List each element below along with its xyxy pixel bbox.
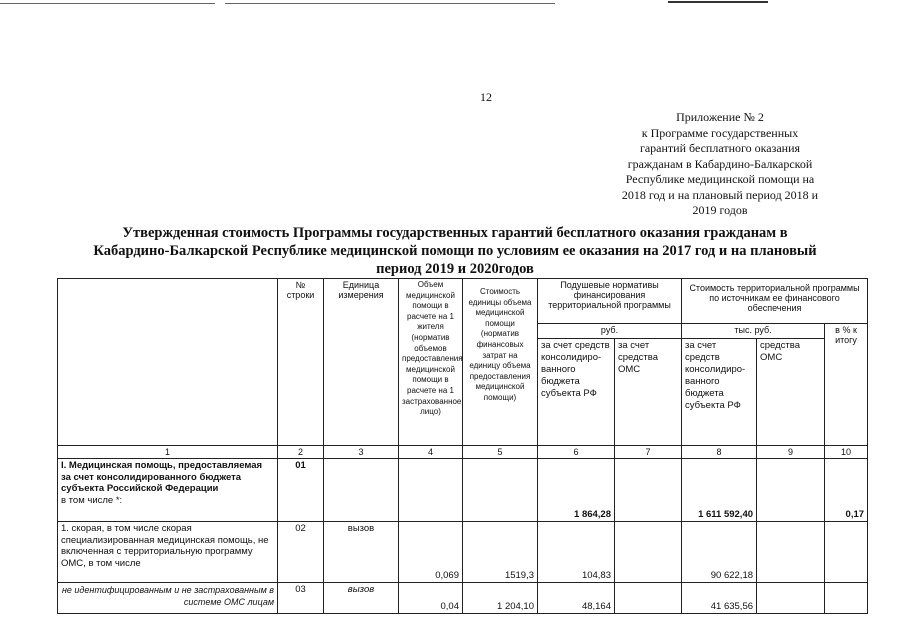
- cost-table: [57, 278, 868, 614]
- header-territorial-cost: Стоимость территориальной программы по источникам ее финансового обеспечения: [682, 279, 868, 324]
- row-name-text: I. Медицинская помощь, предоставляемая за счет консолидированного бюджета субъекта Российской Федерации: [61, 460, 263, 494]
- title-line: Утвержденная стоимость Программы государственных гарантий бесплатного оказания гражданам в: [122, 225, 788, 241]
- header-volume: Объем медицинской помощи в расчете на 1 жителя (норматив объемов предоставления медицинской помощи в расчете на 1 застрахованное лицо): [399, 279, 463, 446]
- row-total-oms: [757, 522, 825, 583]
- row-total-oms: [757, 459, 825, 522]
- row-percent: [825, 522, 868, 583]
- appendix-line: гарантий бесплатного оказания: [639, 141, 801, 155]
- appendix-line: Приложение № 2: [676, 110, 764, 124]
- page-number: 12: [480, 90, 492, 104]
- title-line: период 2019 и 2020годов: [376, 261, 534, 277]
- row-total-budget: 41 635,56: [682, 583, 757, 614]
- row-unit-cost: 1 204,10: [463, 583, 538, 614]
- row-unit: [324, 459, 399, 522]
- header-budget-funds: за счет средств консолидиро-ванного бюджета субъекта РФ: [538, 339, 615, 446]
- row-per-capita-oms: [615, 522, 682, 583]
- table-row: [58, 583, 868, 614]
- appendix-line: гражданам в Кабардино-Балкарской: [627, 156, 813, 171]
- title-line: Кабардино-Балкарской Республике медицинской помощи по условиям ее оказания на 2017 год и на плановый: [93, 243, 817, 259]
- column-number: 9: [757, 446, 825, 459]
- row-percent: [825, 583, 868, 614]
- header-rub: руб.: [538, 324, 682, 339]
- row-unit-cost: [463, 459, 538, 522]
- row-total-budget: 1 611 592,40: [682, 459, 757, 522]
- appendix-line: 2019 годов: [692, 203, 748, 217]
- appendix-line: к Программе государственных: [641, 125, 799, 140]
- column-number: 1: [58, 446, 278, 459]
- table-row: [58, 522, 868, 583]
- appendix-line: 2018 год и на плановый период 2018 и: [621, 187, 819, 202]
- column-number: 2: [278, 446, 324, 459]
- row-name-suffix: в том числе *:: [61, 494, 123, 506]
- row-total-oms: [757, 583, 825, 614]
- row-per-capita-budget: 104,83: [538, 522, 615, 583]
- header-budget-funds-total: за счет средств консолидиро-ванного бюджета субъекта РФ: [682, 339, 757, 446]
- header-row-number: № строки: [278, 279, 324, 446]
- row-per-capita-budget: 48,164: [538, 583, 615, 614]
- row-per-capita-oms: [615, 459, 682, 522]
- row-volume: 0,069: [399, 522, 463, 583]
- row-name: 1. скорая, в том числе скорая специализированная медицинская помощь, не включенная с территориальную программу ОМС, в том числе: [58, 522, 278, 583]
- appendix-line: Республике медицинской помощи на: [625, 172, 815, 186]
- header-thous-rub: тыс. руб.: [682, 324, 825, 339]
- row-per-capita-budget: 1 864,28: [538, 459, 615, 522]
- row-unit: вызов: [324, 583, 399, 614]
- row-number: 01: [278, 459, 324, 522]
- row-number: 02: [278, 522, 324, 583]
- column-number: 6: [538, 446, 615, 459]
- row-volume: 0,04: [399, 583, 463, 614]
- column-number: 3: [324, 446, 399, 459]
- column-number: 4: [399, 446, 463, 459]
- scan-top-rule-middle: [225, 3, 555, 4]
- appendix-note: [600, 110, 840, 219]
- row-unit-cost: 1519,3: [463, 522, 538, 583]
- column-number: 7: [615, 446, 682, 459]
- header-oms-funds-total: средства ОМС: [757, 339, 825, 446]
- row-unit: вызов: [324, 522, 399, 583]
- row-name: [58, 459, 278, 522]
- header-percent: в % к итогу: [825, 324, 868, 446]
- column-number: 5: [463, 446, 538, 459]
- row-number: 03: [278, 583, 324, 614]
- row-per-capita-oms: [615, 583, 682, 614]
- column-number-row: [58, 446, 868, 459]
- table-row: [58, 459, 868, 522]
- header-unit: Единица измерения: [324, 279, 399, 446]
- row-total-budget: 90 622,18: [682, 522, 757, 583]
- header-unit-cost: Стоимость единицы объема медицинской помощи (норматив финансовых затрат на единицу объема предоставления медицинской помощи): [463, 279, 538, 446]
- column-number: 8: [682, 446, 757, 459]
- row-percent: 0,17: [825, 459, 868, 522]
- header-oms-funds: за счет средства ОМС: [615, 339, 682, 446]
- header-row-1: [58, 279, 868, 324]
- header-name-cell: [58, 279, 278, 446]
- scan-top-rule-right: [668, 1, 768, 3]
- document-title: [55, 224, 855, 278]
- column-number: 10: [825, 446, 868, 459]
- header-per-capita: Подушевые нормативы финансирования территориальной программы: [538, 279, 682, 324]
- scan-top-rule-left: [0, 3, 215, 4]
- row-volume: [399, 459, 463, 522]
- row-name: не идентифицированным и не застрахованным в системе ОМС лицам: [58, 583, 278, 614]
